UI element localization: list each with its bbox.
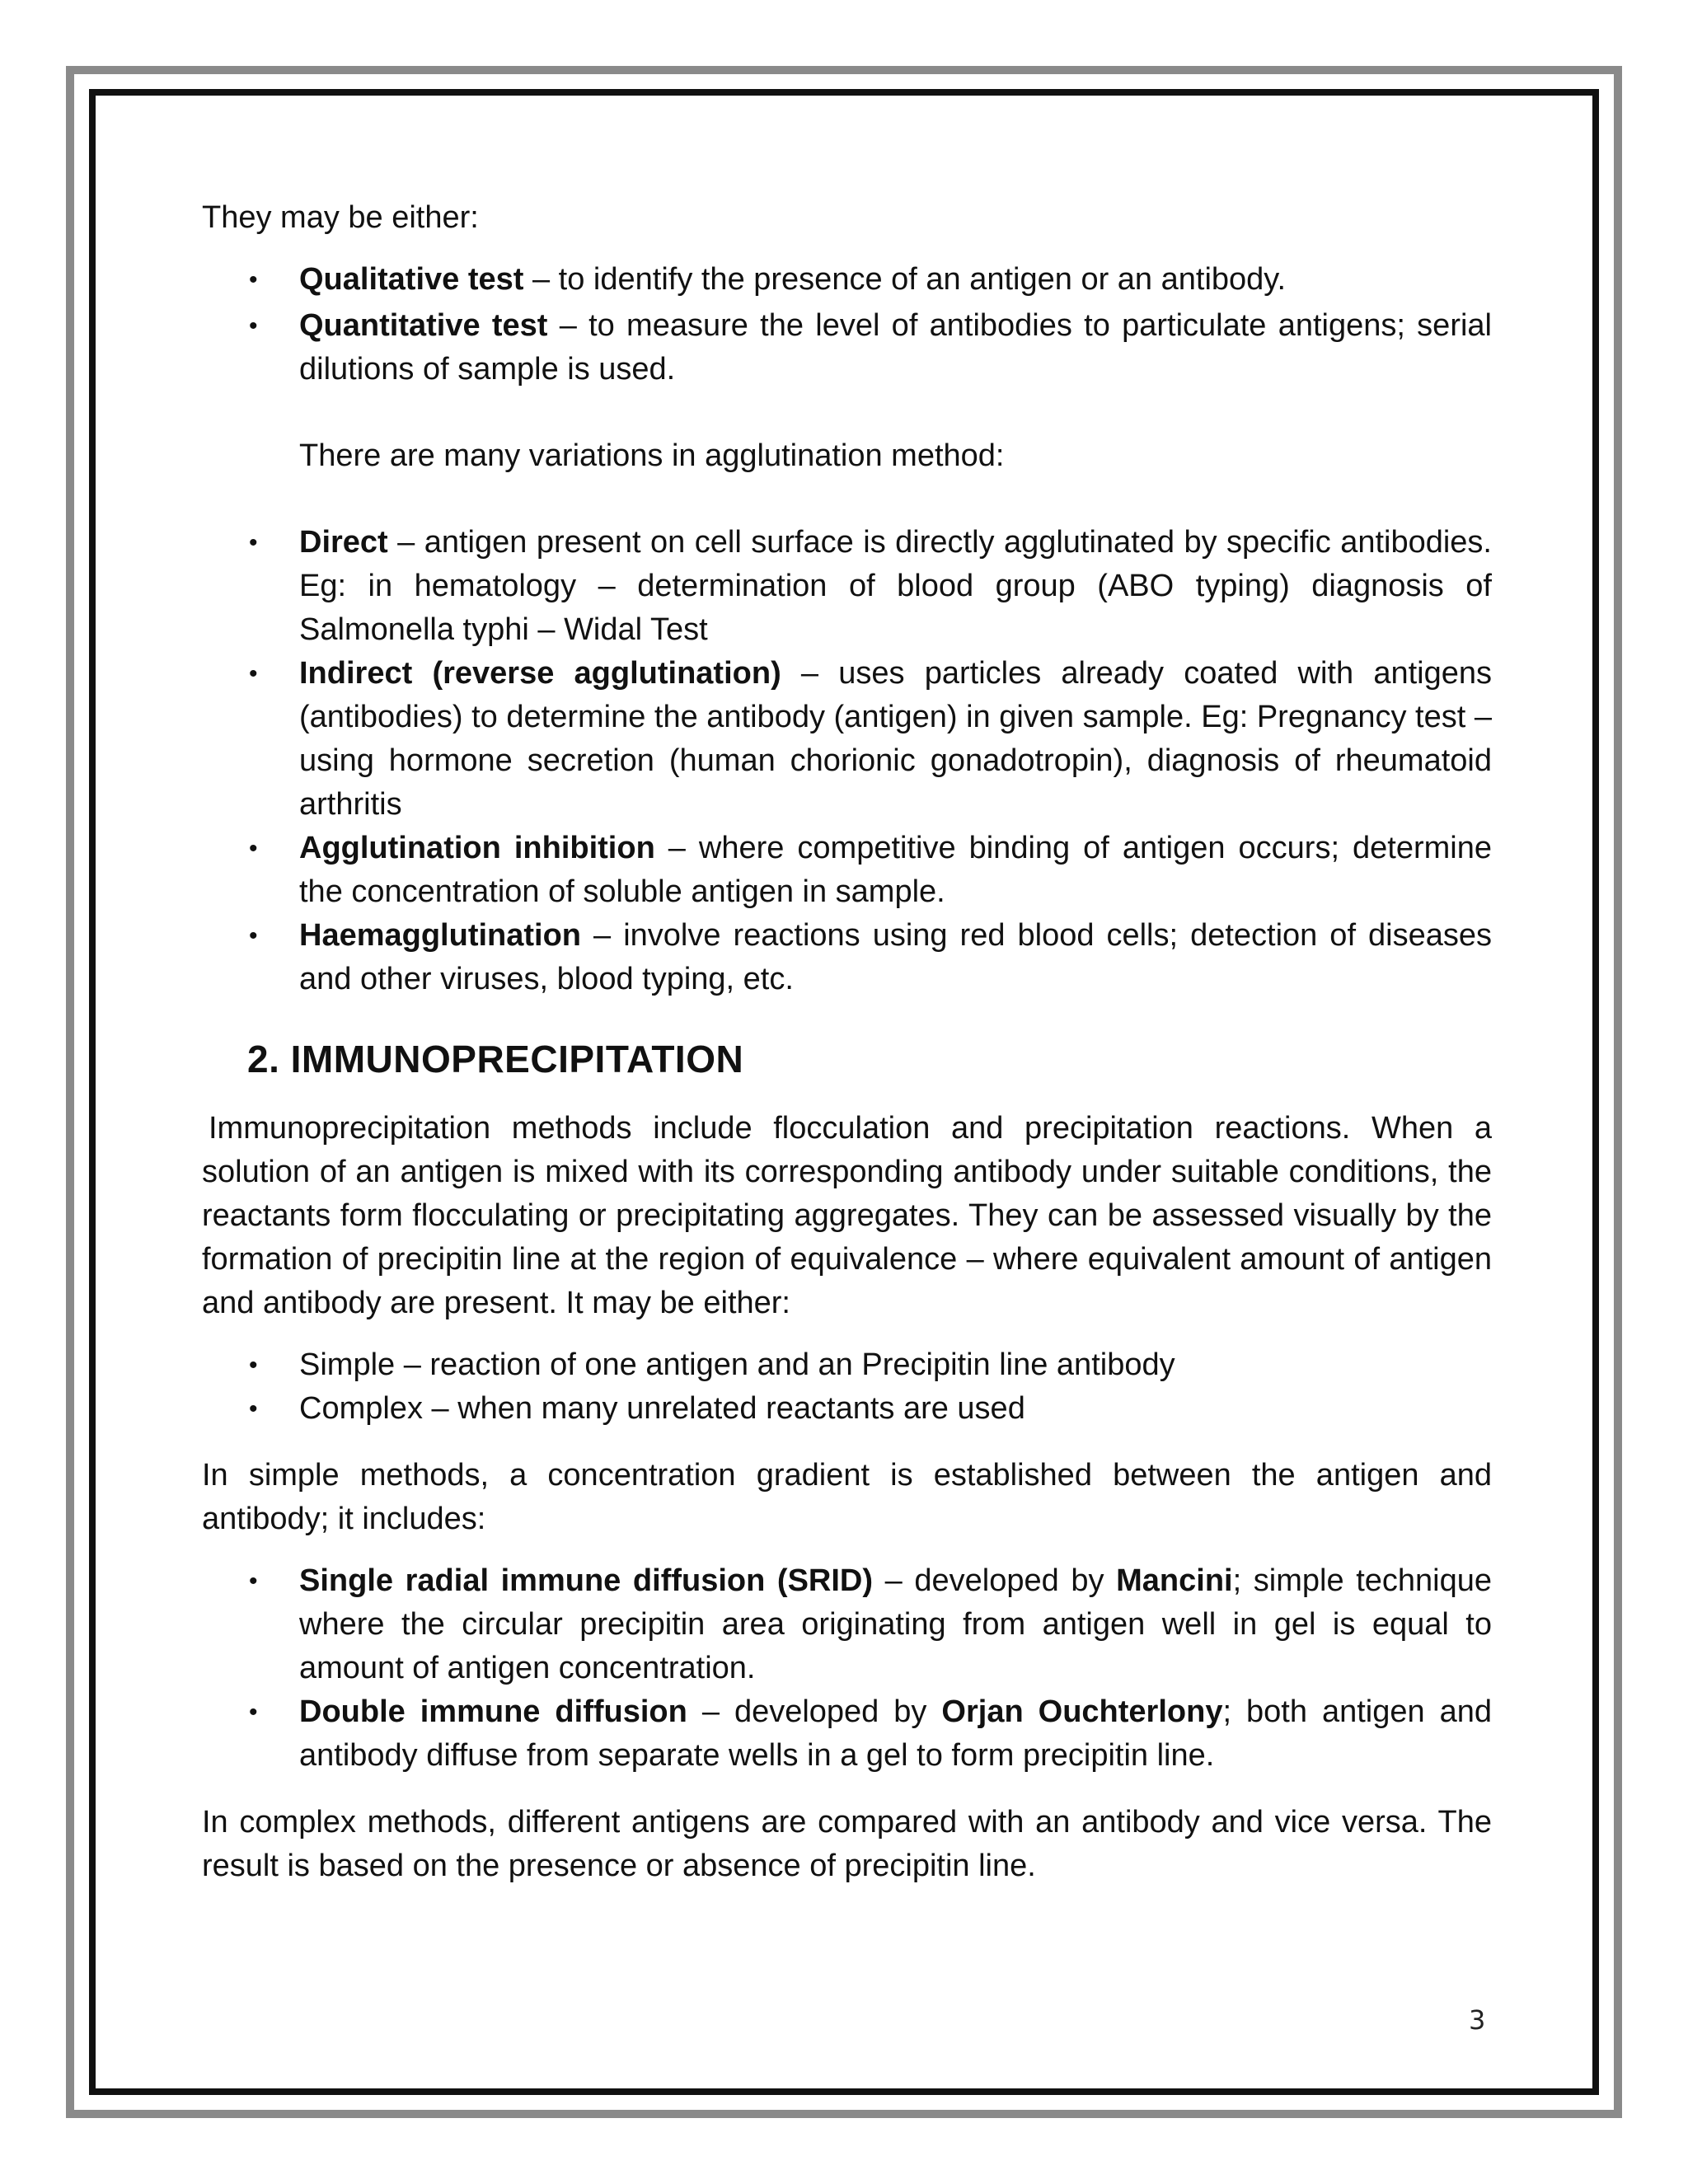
page-number: 3 bbox=[1469, 2004, 1486, 2036]
description: – uses particles already coated with antigens (antibodies) to determine the antibody (antigen) in given sample. Eg: Pregnancy test – using hormone secretion (human chorionic gonadotropin), diagnosis of rheumatoid arthritis bbox=[299, 656, 1492, 822]
bullet-icon: • bbox=[249, 660, 258, 687]
list-item bbox=[202, 652, 1492, 827]
term: Direct bbox=[299, 525, 388, 560]
bullet-icon: • bbox=[249, 1568, 258, 1595]
description: Complex – when many unrelated reactants are used bbox=[299, 1391, 1025, 1426]
description: – involve reactions using red blood cells; detection of diseases and other viruses, blood typing, etc. bbox=[299, 918, 1492, 996]
bullet-icon: • bbox=[249, 1699, 258, 1726]
description: ; simple technique where the circular precipitin area originating from antigen well in gel is equal to amount of antigen concentration. bbox=[299, 1563, 1492, 1685]
list-item bbox=[202, 304, 1492, 391]
paragraph-immunoprecipitation: Immunoprecipitation methods include flocculation and precipitation reactions. When a solution of an antigen is mixed with its corresponding antibody under suitable conditions, the reactants form flocculating or precipitating aggregates. They can be assessed visually by the formation of precipitin line at the region of equivalence – where equivalent amount of antigen and antibody are present. It may be either: bbox=[202, 1111, 1492, 1320]
list-item bbox=[202, 914, 1492, 1001]
bullet-icon: • bbox=[249, 529, 258, 556]
list-item bbox=[202, 1343, 1492, 1387]
term: Single radial immune diffusion (SRID) bbox=[299, 1563, 874, 1598]
person: Orjan Ouchterlony bbox=[941, 1694, 1223, 1729]
document-body bbox=[202, 196, 1492, 1906]
bullet-icon: • bbox=[249, 1352, 258, 1379]
bullet-icon: • bbox=[249, 1395, 258, 1422]
section-heading: 2. IMMUNOPRECIPITATION bbox=[247, 1038, 744, 1080]
description: – where competitive binding of antigen occurs; determine the concentration of soluble antigen in sample. bbox=[299, 831, 1492, 909]
list-item bbox=[202, 1559, 1492, 1690]
term: Haemagglutination bbox=[299, 918, 582, 953]
bullet-icon: • bbox=[249, 835, 258, 862]
paragraph-simple-methods: In simple methods, a concentration gradient is established between the antigen and antibody; it includes: bbox=[202, 1458, 1492, 1536]
description: – to identify the presence of an antigen or an antibody. bbox=[523, 262, 1287, 297]
bullet-icon: • bbox=[249, 312, 258, 340]
list-item bbox=[202, 827, 1492, 914]
person: Mancini bbox=[1116, 1563, 1233, 1598]
list-item bbox=[202, 258, 1492, 302]
list-item bbox=[202, 521, 1492, 652]
term: Agglutination inhibition bbox=[299, 831, 655, 865]
intro-line: They may be either: bbox=[202, 200, 479, 235]
test-types-list bbox=[202, 258, 1492, 391]
list-item bbox=[202, 1387, 1492, 1431]
description: Simple – reaction of one antigen and an Precipitin line antibody bbox=[299, 1347, 1175, 1382]
list-item bbox=[202, 1690, 1492, 1778]
agglutination-variations-list bbox=[202, 521, 1492, 1001]
term: Quantitative test bbox=[299, 308, 548, 343]
variations-note: There are many variations in agglutination method: bbox=[299, 438, 1005, 473]
bullet-icon: • bbox=[249, 922, 258, 949]
simple-methods-list bbox=[202, 1559, 1492, 1778]
paragraph-complex-methods: In complex methods, different antigens are compared with an antibody and vice versa. The result is based on the presence or absence of precipitin line. bbox=[202, 1805, 1492, 1883]
description: – to measure the level of antibodies to particulate antigens; serial dilutions of sample is used. bbox=[299, 308, 1492, 387]
description: ; both antigen and antibody diffuse from separate wells in a gel to form precipitin line. bbox=[299, 1694, 1492, 1773]
description: – antigen present on cell surface is directly agglutinated by specific antibodies. Eg: in hematology – determination of blood group (ABO typing) diagnosis of Salmonella typhi – Widal Test bbox=[299, 525, 1492, 647]
connector: – developed by bbox=[687, 1694, 942, 1729]
term: Qualitative test bbox=[299, 262, 524, 297]
reaction-types-list bbox=[202, 1343, 1492, 1431]
term: Indirect (reverse agglutination) bbox=[299, 656, 781, 691]
term: Double immune diffusion bbox=[299, 1694, 687, 1729]
bullet-icon: • bbox=[249, 266, 258, 293]
connector: – developed by bbox=[873, 1563, 1117, 1598]
